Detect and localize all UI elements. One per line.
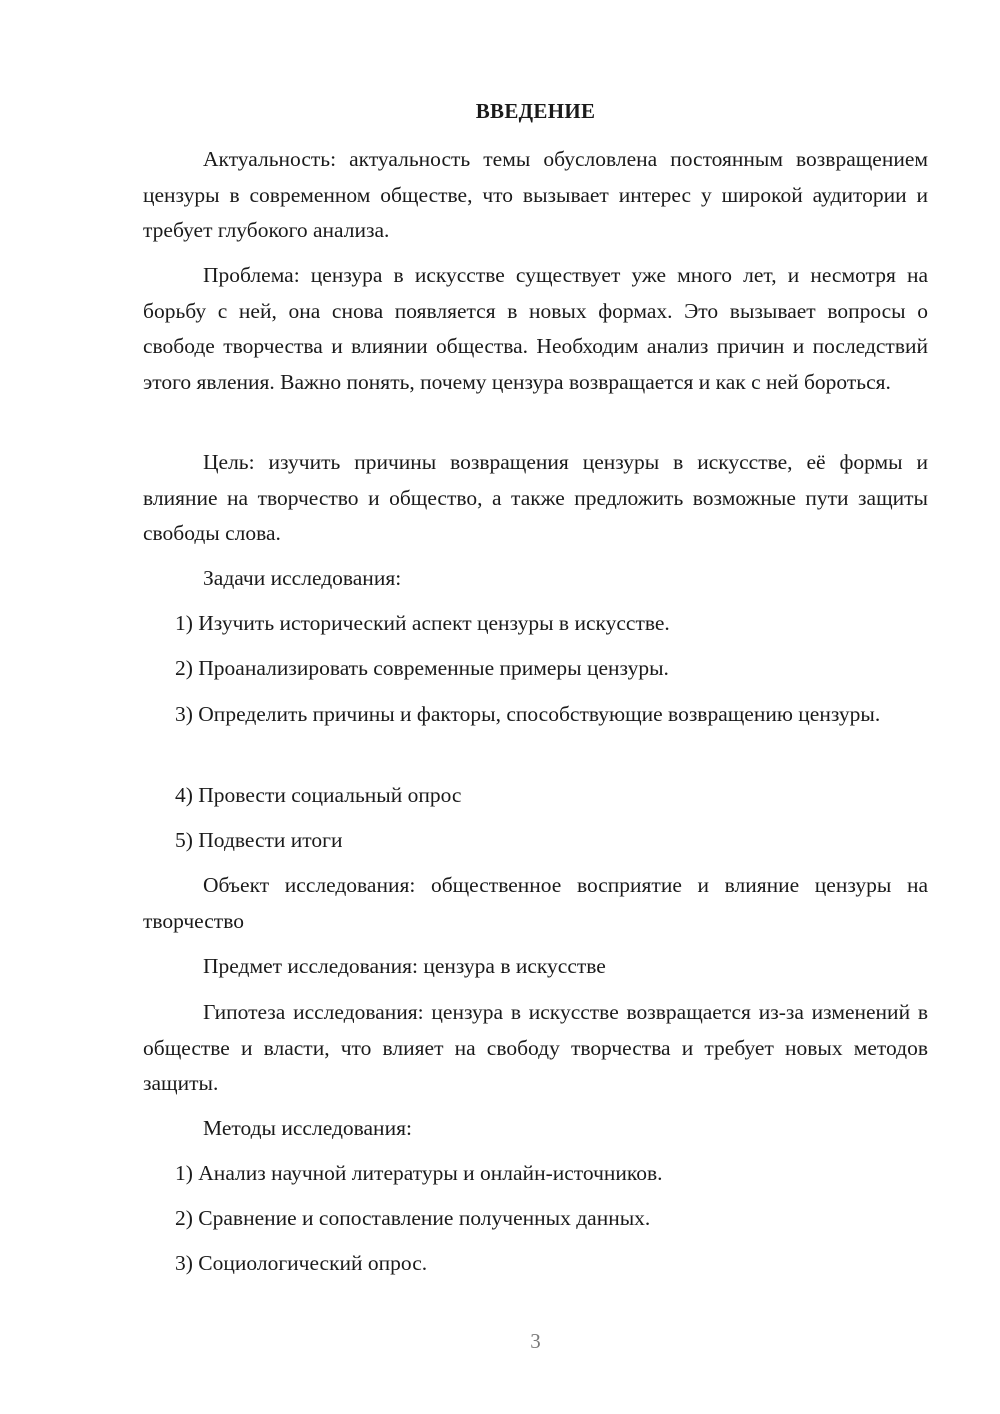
page-number: 3 (530, 1329, 541, 1353)
method-item: 2) Сравнение и сопоставление полученных данных. (175, 1206, 651, 1230)
page-title: ВВЕДЕНИЕ (475, 99, 596, 123)
object-paragraph: Объект исследования: общественное восприятие и влияние цензуры на творчество (143, 873, 928, 933)
task-item: 3) Определить причины и факторы, способствующие возвращению цензуры. (175, 702, 881, 726)
task-item: 5) Подвести итоги (175, 828, 343, 852)
goal-paragraph: Цель: изучить причины возвращения цензуры в искусстве, её формы и влияние на творчество и общество, а также предложить возможные пути защиты свободы слова. (143, 450, 928, 545)
relevance-paragraph: Актуальность: актуальность темы обусловлена постоянным возвращением цензуры в современном обществе, что вызывает интерес у широкой аудитории и требует глубокого анализа. (143, 147, 928, 242)
method-item: 3) Социологический опрос. (175, 1251, 428, 1275)
method-item: 1) Анализ научной литературы и онлайн-источников. (175, 1161, 663, 1185)
problem-paragraph: Проблема: цензура в искусстве существует уже много лет, и несмотря на борьбу с ней, она снова появляется в новых формах. Это вызывает вопросы о свободе творчества и влиянии общества. Необходим анализ причин и последствий этого явления. Важно понять, почему цензура возвращается и как с ней бороться. (143, 263, 928, 394)
task-item: 4) Провести социальный опрос (175, 783, 462, 807)
hypothesis-paragraph: Гипотеза исследования: цензура в искусстве возвращается из-за изменений в обществе и власти, что влияет на свободу творчества и требует новых методов защиты. (143, 1000, 928, 1095)
task-item: 2) Проанализировать современные примеры цензуры. (175, 656, 669, 680)
subject-paragraph: Предмет исследования: цензура в искусстве (203, 954, 606, 978)
task-item: 1) Изучить исторический аспект цензуры в искусстве. (175, 611, 670, 635)
document-page (143, 0, 928, 1414)
tasks-heading: Задачи исследования: (203, 566, 402, 590)
methods-heading: Методы исследования: (203, 1116, 412, 1140)
